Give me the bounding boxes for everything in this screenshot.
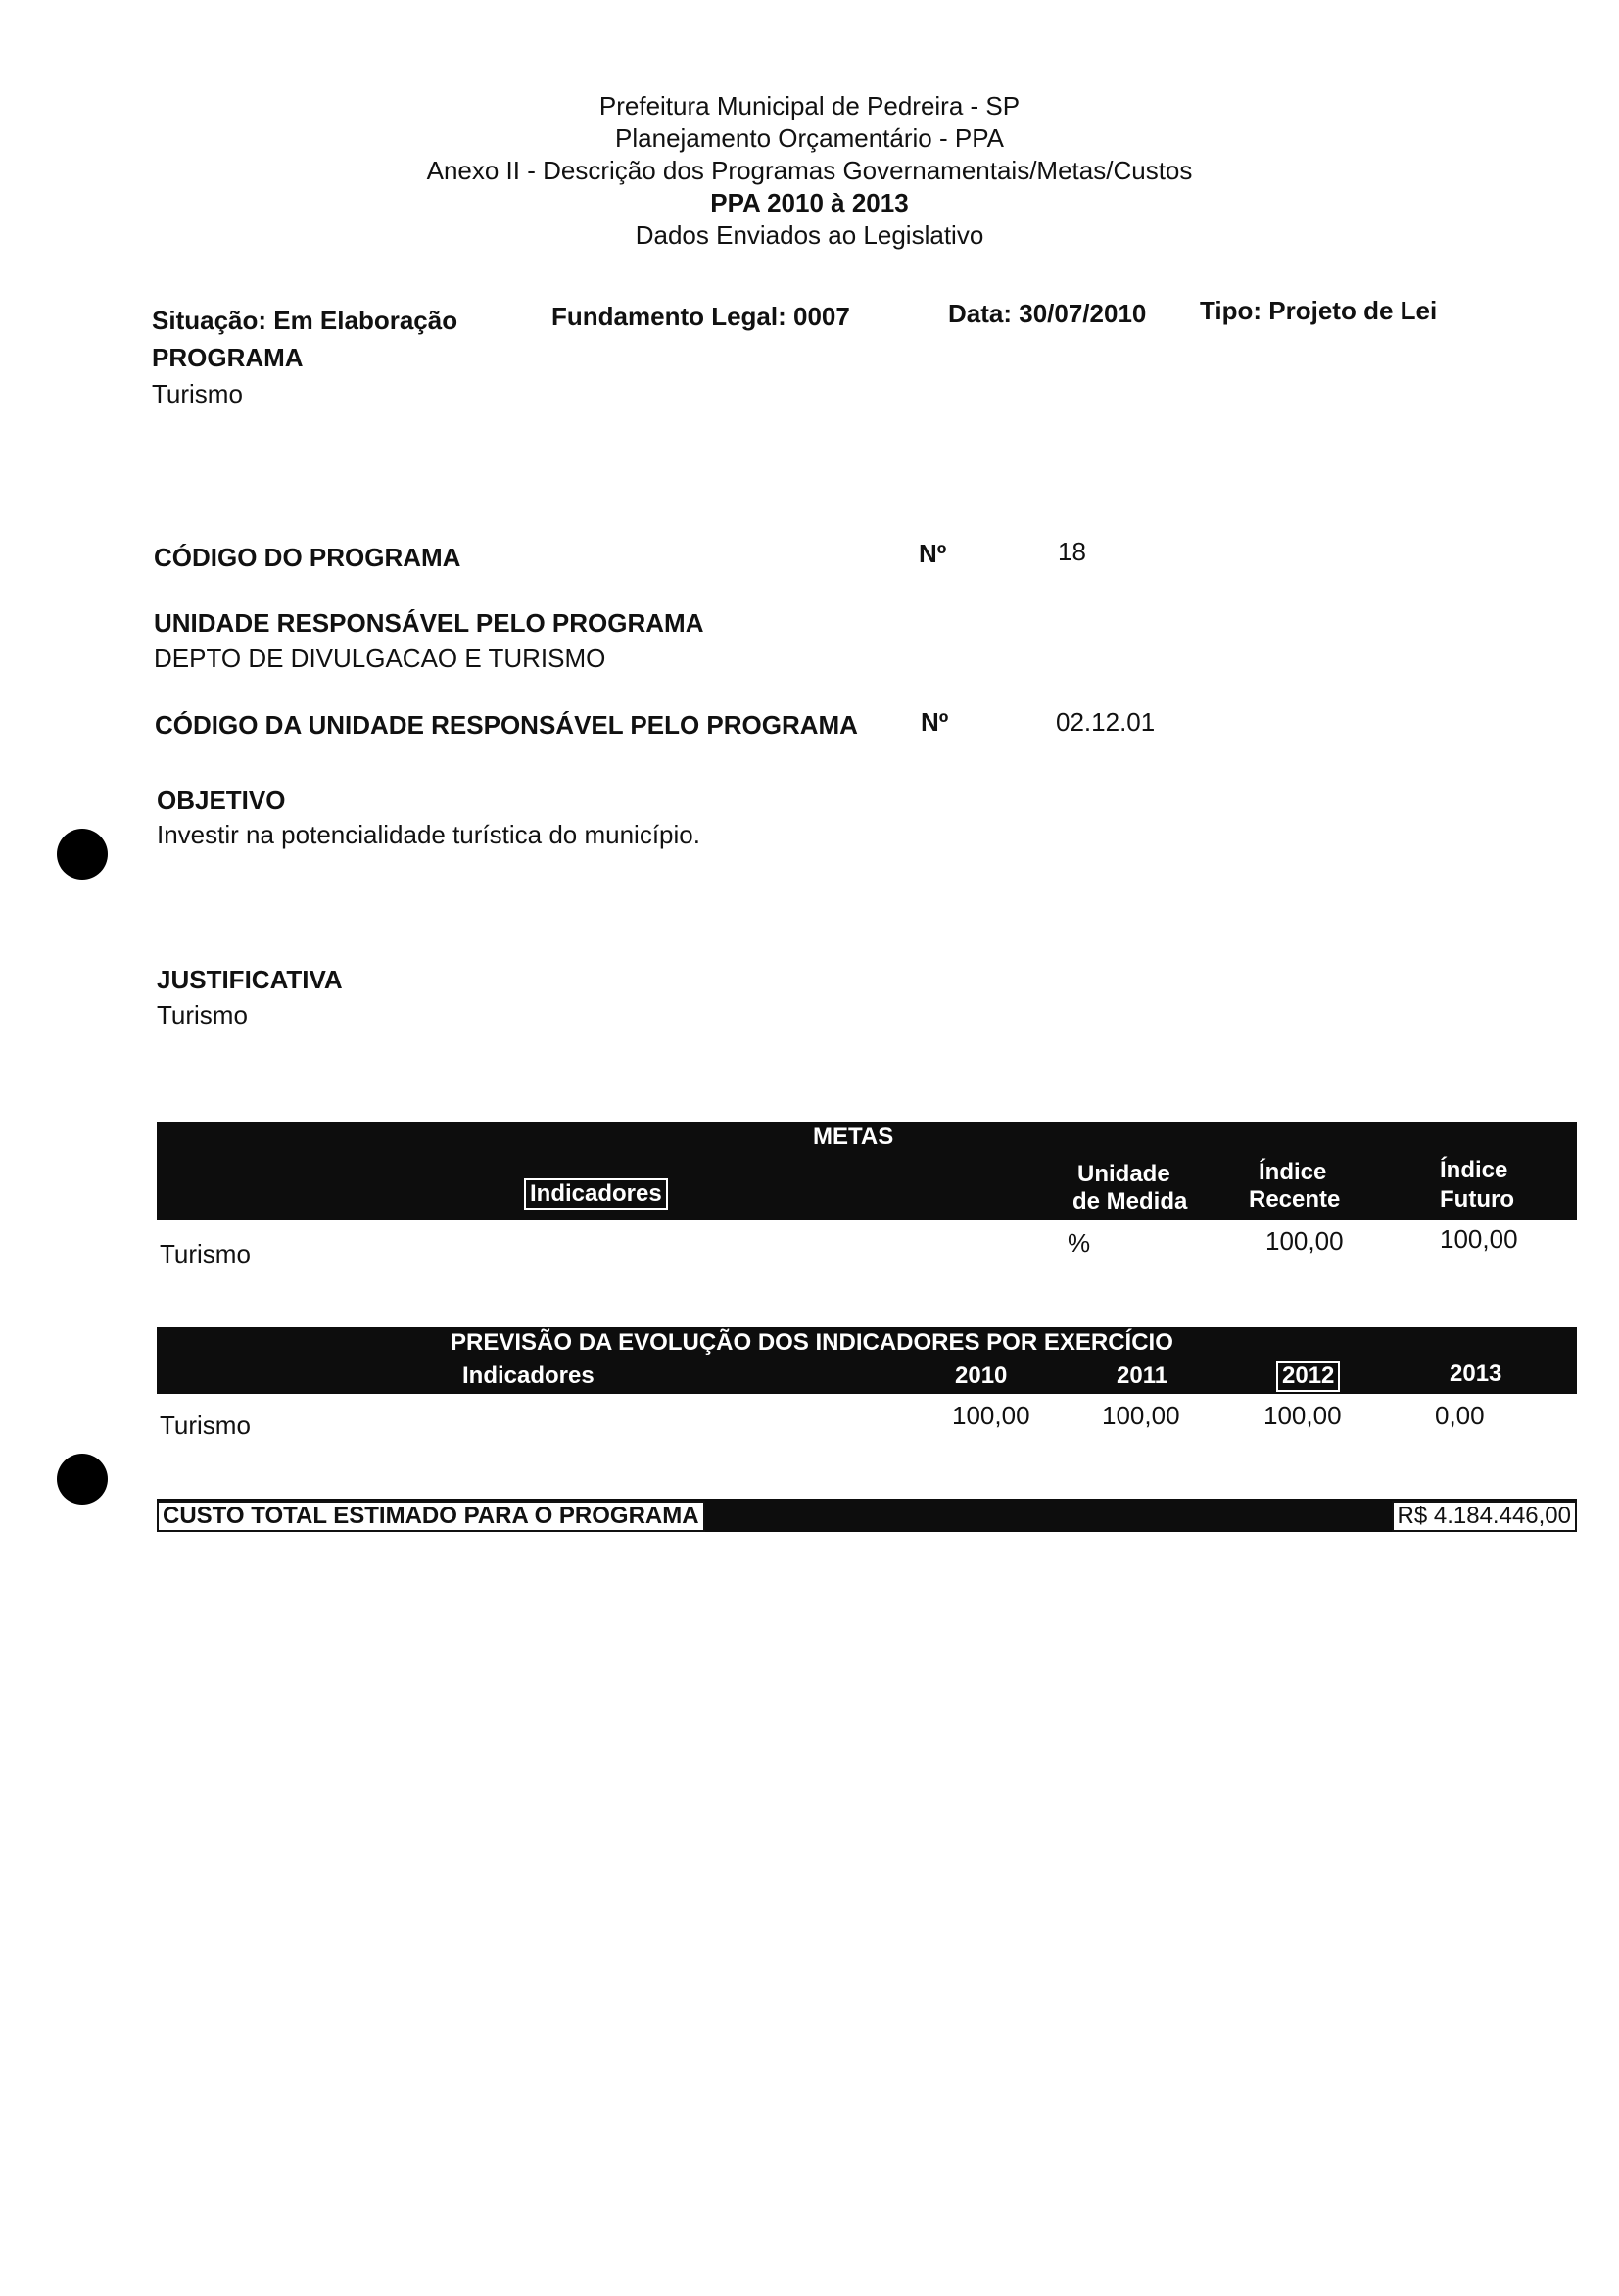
header-line-dados: Dados Enviados ao Legislativo xyxy=(635,220,984,250)
metas-title: METAS xyxy=(813,1124,894,1150)
situacao-field: Situação: Em Elaboração xyxy=(152,306,458,335)
previsao-row-value-2013: 0,00 xyxy=(1435,1401,1485,1430)
codigo-unidade-value: 02.12.01 xyxy=(1056,707,1156,737)
justificativa-value: Turismo xyxy=(157,1000,248,1029)
previsao-row-value-2012: 100,00 xyxy=(1263,1401,1342,1430)
metas-row-recente: 100,00 xyxy=(1265,1226,1344,1256)
metas-row-futuro: 100,00 xyxy=(1440,1224,1518,1254)
objetivo-value: Investir na potencialidade turística do município. xyxy=(157,820,700,849)
justificativa-label: JUSTIFICATIVA xyxy=(157,965,343,994)
objetivo-label: OBJETIVO xyxy=(157,786,286,815)
codigo-unidade-label: CÓDIGO DA UNIDADE RESPONSÁVEL PELO PROGRAMA xyxy=(155,710,858,740)
previsao-row-value-2010: 100,00 xyxy=(952,1401,1030,1430)
metas-col-recente-1: Índice xyxy=(1259,1159,1327,1185)
metas-col-unidade-1: Unidade xyxy=(1077,1161,1170,1187)
codigo-programa-value: 18 xyxy=(1058,537,1086,566)
fundamento-legal-field: Fundamento Legal: 0007 xyxy=(551,302,850,331)
hole-punch-mark xyxy=(57,1454,108,1505)
metas-col-unidade-2: de Medida xyxy=(1072,1188,1188,1215)
metas-col-futuro-2: Futuro xyxy=(1440,1186,1514,1213)
previsao-col-2010: 2010 xyxy=(955,1363,1008,1389)
document-header xyxy=(0,90,1619,252)
data-field: Data: 30/07/2010 xyxy=(948,299,1147,328)
header-line-planejamento: Planejamento Orçamentário - PPA xyxy=(615,123,1004,153)
metas-header-bar xyxy=(157,1122,1577,1220)
unidade-value: DEPTO DE DIVULGACAO E TURISMO xyxy=(154,644,606,673)
previsao-header-bar xyxy=(157,1327,1577,1394)
previsao-col-2013: 2013 xyxy=(1450,1361,1502,1387)
programa-value: Turismo xyxy=(152,379,243,408)
previsao-col-2011: 2011 xyxy=(1117,1363,1168,1389)
previsao-row-value-2011: 100,00 xyxy=(1102,1401,1180,1430)
metas-row-unidade: % xyxy=(1068,1228,1091,1258)
header-line-prefeitura: Prefeitura Municipal de Pedreira - SP xyxy=(598,91,1021,120)
codigo-programa-label: CÓDIGO DO PROGRAMA xyxy=(154,543,461,572)
previsao-col-indicadores: Indicadores xyxy=(462,1363,595,1389)
metas-row-indicador: Turismo xyxy=(160,1239,251,1268)
programa-label: PROGRAMA xyxy=(152,343,304,372)
previsao-row-indicador: Turismo xyxy=(160,1411,251,1440)
unidade-label: UNIDADE RESPONSÁVEL PELO PROGRAMA xyxy=(154,608,704,638)
metas-col-recente-2: Recente xyxy=(1249,1186,1341,1213)
tipo-field: Tipo: Projeto de Lei xyxy=(1200,296,1438,325)
header-line-ppa: PPA 2010 à 2013 xyxy=(710,188,909,217)
codigo-unidade-no-label: Nº xyxy=(921,707,949,737)
previsao-title: PREVISÃO DA EVOLUÇÃO DOS INDICADORES POR EXERCÍCIO xyxy=(451,1329,1173,1356)
hole-punch-mark xyxy=(57,829,108,880)
header-line-anexo: Anexo II - Descrição dos Programas Governamentais/Metas/Custos xyxy=(426,156,1193,185)
metas-col-indicadores: Indicadores xyxy=(524,1178,668,1210)
codigo-programa-no-label: Nº xyxy=(919,539,947,568)
custo-bar xyxy=(157,1499,1577,1532)
metas-col-futuro-1: Índice xyxy=(1440,1157,1508,1183)
previsao-col-2012: 2012 xyxy=(1276,1361,1340,1392)
custo-value: R$ 4.184.446,00 xyxy=(1392,1501,1577,1532)
custo-label: CUSTO TOTAL ESTIMADO PARA O PROGRAMA xyxy=(157,1501,705,1532)
